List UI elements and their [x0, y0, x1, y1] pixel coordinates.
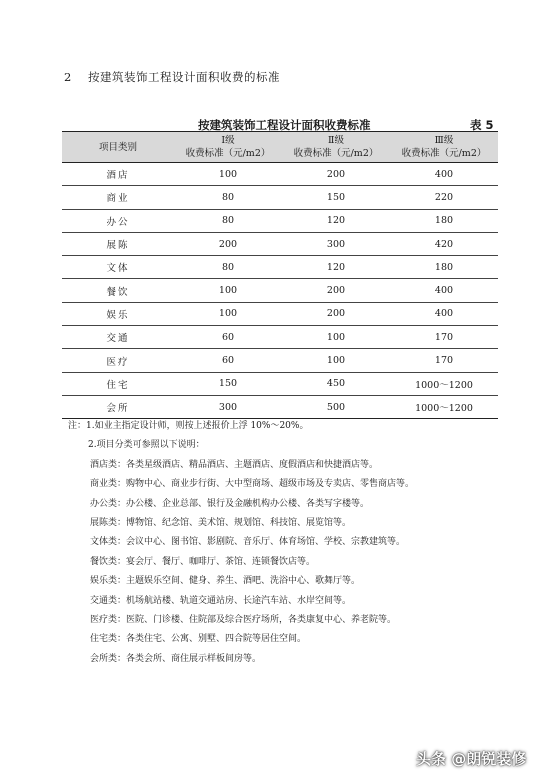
row-grade-2: 150 [282, 186, 390, 209]
table-row [62, 395, 498, 418]
row-grade-3: 170 [390, 326, 498, 349]
table-row [62, 279, 498, 302]
row-category: 文体 [62, 256, 174, 279]
table-number: 表 5 [470, 118, 494, 132]
row-grade-2: 200 [282, 163, 390, 186]
category-description: 商业类：购物中心、商业步行街、大中型商场、超级市场及专卖店、零售商店等。 [90, 479, 415, 490]
row-grade-1: 300 [174, 395, 282, 418]
row-category: 交通 [62, 326, 174, 349]
row-grade-1: 200 [174, 232, 282, 255]
header-grade-3 [390, 132, 498, 163]
row-grade-3: 400 [390, 163, 498, 186]
row-grade-2: 500 [282, 395, 390, 418]
row-category: 办公 [62, 209, 174, 232]
row-category: 娱乐 [62, 302, 174, 325]
section-heading [64, 69, 280, 85]
category-description: 医疗类：医院、门诊楼、住院部及综合医疗场所，各类康复中心、养老院等。 [90, 614, 397, 625]
section-number: 2 [64, 70, 72, 84]
category-description: 会所类：各类会所、商住展示样板间房等。 [90, 653, 262, 664]
table-row [62, 232, 498, 255]
row-grade-2: 120 [282, 256, 390, 279]
row-category: 酒店 [62, 163, 174, 186]
row-grade-1: 100 [174, 279, 282, 302]
grade-name: Ⅲ级 [434, 135, 454, 146]
row-grade-3: 400 [390, 279, 498, 302]
row-grade-2: 120 [282, 209, 390, 232]
row-grade-2: 200 [282, 302, 390, 325]
category-description: 文体类：会议中心、图书馆、影剧院、音乐厅、体育场馆、学校、宗教建筑等。 [90, 537, 406, 548]
row-grade-1: 60 [174, 326, 282, 349]
row-category: 商业 [62, 186, 174, 209]
fee-table [62, 131, 498, 419]
row-grade-3: 1000～1200 [390, 395, 498, 418]
header-grade-2 [282, 132, 390, 163]
row-grade-3: 1000～1200 [390, 372, 498, 395]
row-category: 餐饮 [62, 279, 174, 302]
grade-name: Ⅱ级 [328, 135, 344, 146]
row-grade-3: 400 [390, 302, 498, 325]
category-description: 娱乐类：主题娱乐空间、健身、养生、酒吧、洗浴中心、歌舞厅等。 [90, 576, 361, 587]
note-1: 注：1.如业主指定设计师，则按上述报价上浮 10%～20%。 [68, 421, 309, 431]
row-grade-2: 200 [282, 279, 390, 302]
table-title: 按建筑装饰工程设计面积收费标准 [198, 118, 371, 132]
row-grade-1: 100 [174, 163, 282, 186]
row-grade-3: 180 [390, 256, 498, 279]
row-category: 住宅 [62, 372, 174, 395]
category-description: 交通类：机场航站楼、轨道交通站房、长途汽车站、水岸空间等。 [90, 595, 352, 606]
row-grade-1: 80 [174, 186, 282, 209]
section-title: 按建筑装饰工程设计面积收费的标准 [87, 70, 280, 84]
table-body [62, 163, 498, 419]
header-category: 项目类别 [62, 132, 174, 163]
category-description: 餐饮类：宴会厅、餐厅、咖啡厅、茶馆、连锁餐饮店等。 [90, 556, 316, 567]
note-2: 2.项目分类可参照以下说明： [88, 440, 205, 451]
category-descriptions [68, 458, 508, 671]
row-grade-2: 100 [282, 349, 390, 372]
row-grade-2: 100 [282, 326, 390, 349]
table-row [62, 326, 498, 349]
grade-unit: 收费标准（元/m2） [401, 148, 487, 159]
table-row [62, 163, 498, 186]
category-description: 展陈类：博物馆、纪念馆、美术馆、规划馆、科技馆、展览馆等。 [90, 517, 352, 528]
table-row [62, 186, 498, 209]
table-header-row [62, 132, 498, 163]
row-grade-3: 180 [390, 209, 498, 232]
row-grade-3: 170 [390, 349, 498, 372]
category-description: 住宅类：各类住宅、公寓、别墅、四合院等居住空间。 [90, 634, 307, 645]
grade-unit: 收费标准（元/m2） [293, 148, 379, 159]
row-category: 医疗 [62, 349, 174, 372]
table-row [62, 209, 498, 232]
notes [68, 419, 508, 671]
row-grade-1: 80 [174, 209, 282, 232]
table-row [62, 256, 498, 279]
table-row [62, 372, 498, 395]
row-grade-1: 80 [174, 256, 282, 279]
watermark: 头条 @朗锐装修 [416, 750, 527, 768]
table-row [62, 349, 498, 372]
row-category: 会所 [62, 395, 174, 418]
row-category: 展陈 [62, 232, 174, 255]
row-grade-1: 60 [174, 349, 282, 372]
category-description: 酒店类：各类星级酒店、精品酒店、主题酒店、度假酒店和快捷酒店等。 [90, 459, 379, 470]
grade-unit: 收费标准（元/m2） [185, 148, 271, 159]
row-grade-1: 150 [174, 372, 282, 395]
row-grade-3: 420 [390, 232, 498, 255]
header-grade-1 [174, 132, 282, 163]
row-grade-2: 450 [282, 372, 390, 395]
category-description: 办公类：办公楼、企业总部、银行及金融机构办公楼、各类写字楼等。 [90, 498, 370, 509]
row-grade-2: 300 [282, 232, 390, 255]
table-row [62, 302, 498, 325]
row-grade-1: 100 [174, 302, 282, 325]
grade-name: Ⅰ级 [221, 135, 235, 146]
row-grade-3: 220 [390, 186, 498, 209]
